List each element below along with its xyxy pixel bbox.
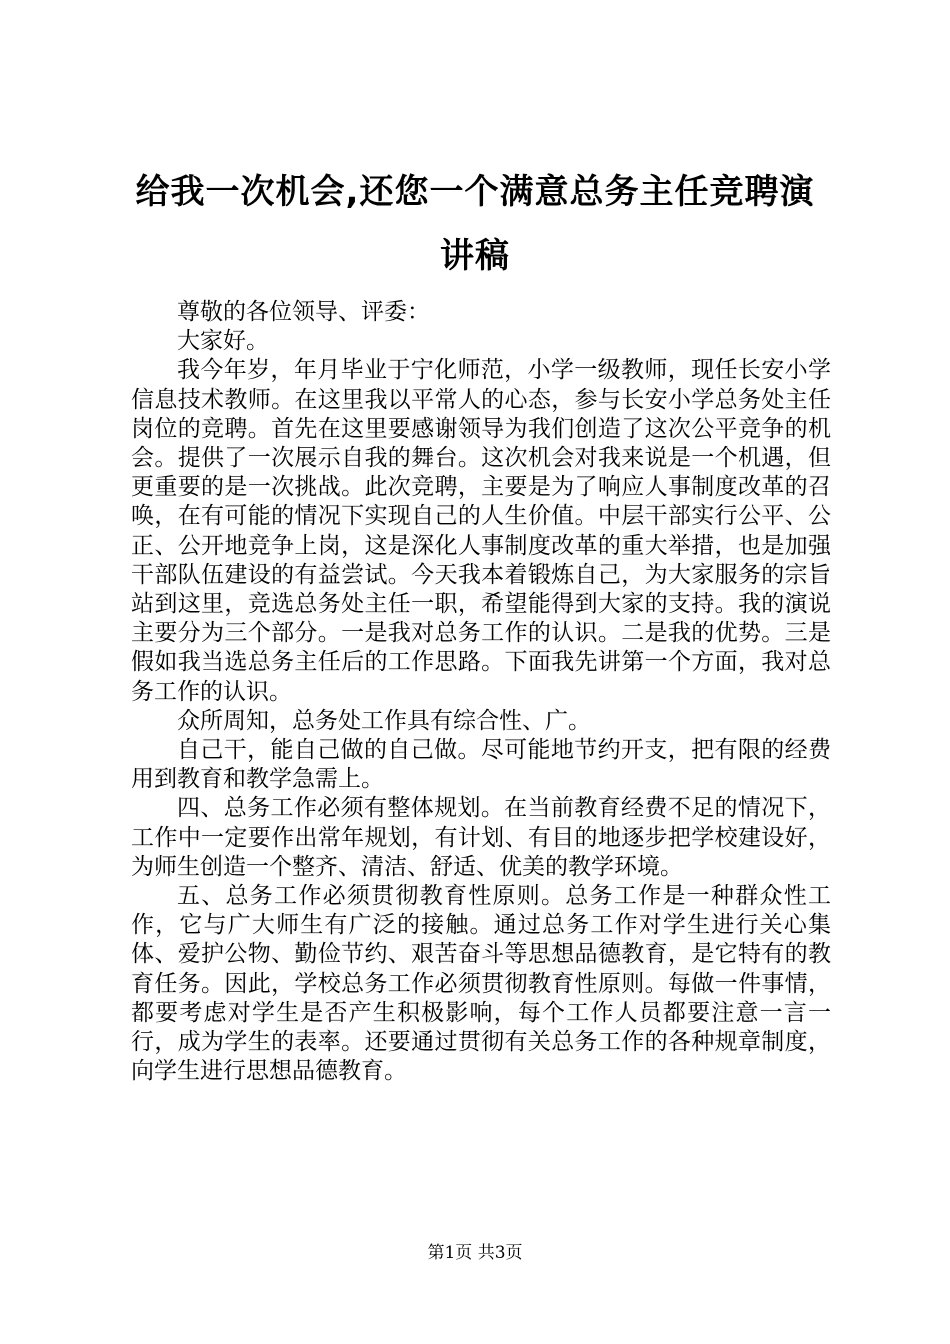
- paragraph-education: 五、总务工作必须贯彻教育性原则。总务工作是一种群众性工作，它与广大师生有广泛的接触。通过总务工作对学生进行关心集体、爱护公物、勤俭节约、艰苦奋斗等思想品德教育，是它特有的教育任务。因此，学校总务工作必须贯彻教育性原则。每做一件事情，都要考虑对学生是否产生积极影响，每个工作人员都要注意一言一行，成为学生的表率。还要通过贯彻有关总务工作的各种规章制度，向学生进行思想品德教育。: [131, 883, 831, 1085]
- document-title: 给我一次机会,还您一个满意总务主任竞聘演讲稿: [135, 172, 815, 276]
- paragraph-planning: 四、总务工作必须有整体规划。在当前教育经费不足的情况下，工作中一定要作出常年规划，有计划、有目的地逐步把学校建设好，为师生创造一个整齐、清洁、舒适、优美的教学环境。: [131, 795, 831, 880]
- salutation: 尊敬的各位领导、评委：: [177, 299, 430, 325]
- document-body: [131, 298, 831, 1086]
- greeting: 大家好。: [177, 328, 269, 355]
- paragraph-economy: 自己干，能自己做的自己做。尽可能地节约开支，把有限的经费用到教育和教学急需上。: [131, 737, 831, 793]
- page-indicator: 第1页 共3页: [427, 1243, 523, 1263]
- paragraph-overview: 众所周知，总务处工作具有综合性、广。: [177, 707, 591, 734]
- paragraph-intro: 我今年岁，年月毕业于宁化师范，小学一级教师，现任长安小学信息技术教师。在这里我以平常人的心态，参与长安小学总务处主任岗位的竞聘。首先在这里要感谢领导为我们创造了这次公平竞争的机会。提供了一次展示自我的舞台。这次机会对我来说是一个机遇，但更重要的是一次挑战。此次竞聘，主要是为了响应人事制度改革的召唤，在有可能的情况下实现自己的人生价值。中层干部实行公平、公正、公开地竞争上岗，这是深化人事制度改革的重大举措，也是加强干部队伍建设的有益尝试。今天我本着锻炼自己，为大家服务的宗旨站到这里，竞选总务处主任一职，希望能得到大家的支持。我的演说主要分为三个部分。一是我对总务工作的认识。二是我的优势。三是假如我当选总务主任后的工作思路。下面我先讲第一个方面，我对总务工作的认识。: [131, 357, 831, 705]
